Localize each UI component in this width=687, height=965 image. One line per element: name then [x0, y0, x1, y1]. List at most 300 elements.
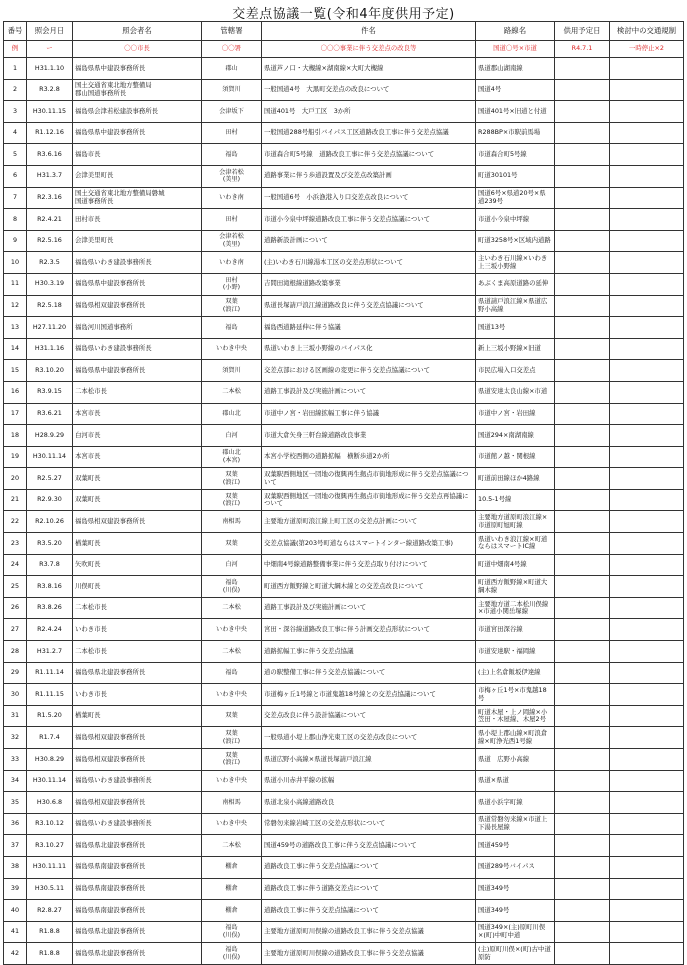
- row-start: [555, 295, 610, 317]
- row-date: H31.1.10: [27, 58, 73, 80]
- row-route: 国道401号×旧道と付道: [476, 101, 555, 123]
- row-route: 市道中ノ宮・岩田線: [476, 403, 555, 425]
- row-regulation: [610, 468, 684, 490]
- table-row: [4, 468, 684, 490]
- row-requester: 田村市長: [73, 209, 202, 231]
- row-office: 棚倉: [202, 878, 262, 900]
- row-no: 29: [4, 662, 27, 684]
- col-header-route: 路線名: [476, 22, 555, 41]
- row-requester: 本宮市長: [73, 403, 202, 425]
- row-route: 主いわき石川線×いわき上三坂小野線: [476, 252, 555, 274]
- row-start: [555, 101, 610, 123]
- row-office: 福島: [202, 317, 262, 339]
- row-subject: 交差点改良に伴う設計協議について: [262, 705, 476, 727]
- example-start: R4.7.1: [555, 41, 610, 58]
- row-route: 国道6号×県道20号×県道239号: [476, 187, 555, 209]
- row-subject: 県道長塚請戸浪江線道路改良に伴う交差点協議について: [262, 295, 476, 317]
- row-office: 双葉: [202, 705, 262, 727]
- row-office: 会津若松 (美里): [202, 165, 262, 187]
- row-regulation: [610, 792, 684, 814]
- row-office: 田村 (小野): [202, 273, 262, 295]
- row-office: 白河: [202, 554, 262, 576]
- row-regulation: [610, 641, 684, 663]
- row-start: [555, 856, 610, 878]
- row-office: 二本松: [202, 381, 262, 403]
- row-subject: 一般国道288号船引バイパス工区道路改良工事に伴う交差点協議: [262, 122, 476, 144]
- row-subject: 双葉駅西側地区一団地の復興再生拠点市街地形成に伴う交差点協議について: [262, 468, 476, 490]
- row-date: R2.9.30: [27, 489, 73, 511]
- row-start: [555, 446, 610, 468]
- row-start: [555, 900, 610, 922]
- row-date: R2.8.27: [27, 900, 73, 922]
- row-route: 国道289号バイパス: [476, 856, 555, 878]
- row-date: R2.3.16: [27, 187, 73, 209]
- row-regulation: [610, 770, 684, 792]
- row-date: R3.5.20: [27, 533, 73, 555]
- row-regulation: [610, 209, 684, 231]
- row-no: 3: [4, 101, 27, 123]
- row-subject: 市道森合町5号線 道路改良工事に伴う交差点協議について: [262, 144, 476, 166]
- row-office: 双葉: [202, 533, 262, 555]
- row-regulation: [610, 576, 684, 598]
- row-requester: 国土交通省東北地方整備局 郡山国道事務所長: [73, 79, 202, 101]
- row-regulation: [610, 317, 684, 339]
- row-requester: 楢葉町長: [73, 705, 202, 727]
- row-subject: 本宮小学校西側の道路拡幅 横断歩道2か所: [262, 446, 476, 468]
- row-office: 二本松: [202, 835, 262, 857]
- row-no: 42: [4, 943, 27, 965]
- row-date: R1.5.20: [27, 705, 73, 727]
- row-office: 二本松: [202, 597, 262, 619]
- col-header-subject: 件名: [262, 22, 476, 41]
- row-route: (主)原町川俣×(町)古中道原防: [476, 943, 555, 965]
- row-start: [555, 511, 610, 533]
- row-subject: 市道梅ヶ丘1号線と市道鬼越18号線との交差点協議について: [262, 684, 476, 706]
- row-route: 新上三坂小野線×旧道: [476, 338, 555, 360]
- row-no: 12: [4, 295, 27, 317]
- row-office: いわき中央: [202, 338, 262, 360]
- row-route: 市道安達駅・福岡線: [476, 641, 555, 663]
- row-office: 南相馬: [202, 511, 262, 533]
- table-row: [4, 425, 684, 447]
- row-start: [555, 727, 610, 749]
- row-regulation: [610, 705, 684, 727]
- row-subject: 道路工事設計及び実施計画について: [262, 597, 476, 619]
- row-date: R1.11.15: [27, 684, 73, 706]
- row-start: [555, 58, 610, 80]
- table-row: [4, 144, 684, 166]
- row-date: H30.11.15: [27, 101, 73, 123]
- row-office: 須賀川: [202, 360, 262, 382]
- row-regulation: [610, 921, 684, 943]
- table-row: [4, 921, 684, 943]
- row-subject: 国道401号 大戸工区 3か所: [262, 101, 476, 123]
- row-subject: 一般県道小堤上郡山浄光東工区の交差点改良について: [262, 727, 476, 749]
- row-start: [555, 684, 610, 706]
- row-requester: 福島県県北建設事務所長: [73, 835, 202, 857]
- row-no: 15: [4, 360, 27, 382]
- row-no: 36: [4, 813, 27, 835]
- row-route: 10.5-1号線: [476, 489, 555, 511]
- row-start: [555, 813, 610, 835]
- row-date: R2.4.21: [27, 209, 73, 231]
- row-subject: 県道北泉小高線道路改良: [262, 792, 476, 814]
- row-office: 郡山北: [202, 403, 262, 425]
- page-title: 交差点協議一覧(令和4年度供用予定): [232, 7, 455, 22]
- row-route: 市道館ノ越・関根線: [476, 446, 555, 468]
- row-regulation: [610, 230, 684, 252]
- row-no: 1: [4, 58, 27, 80]
- row-requester: 福島県県中建設事務所長: [73, 360, 202, 382]
- table-row: [4, 295, 684, 317]
- row-start: [555, 338, 610, 360]
- row-no: 38: [4, 856, 27, 878]
- row-requester: 会津美里町長: [73, 165, 202, 187]
- row-requester: 福島県県中建設事務所長: [73, 273, 202, 295]
- row-subject: 県道いわき上三坂小野線のバイパス化: [262, 338, 476, 360]
- row-start: [555, 533, 610, 555]
- row-route: 県道×県道: [476, 770, 555, 792]
- table-row: [4, 641, 684, 663]
- row-start: [555, 641, 610, 663]
- row-no: 32: [4, 727, 27, 749]
- row-date: R2.5.18: [27, 295, 73, 317]
- row-no: 19: [4, 446, 27, 468]
- row-requester: 二本松市長: [73, 641, 202, 663]
- row-no: 20: [4, 468, 27, 490]
- table-row: [4, 705, 684, 727]
- row-office: 福島: [202, 662, 262, 684]
- row-route: 市民広場入口交差点: [476, 360, 555, 382]
- row-route: 市道小今泉中坪線: [476, 209, 555, 231]
- table-row: [4, 317, 684, 339]
- table-row: [4, 165, 684, 187]
- row-date: R3.2.8: [27, 79, 73, 101]
- row-date: R3.10.12: [27, 813, 73, 835]
- row-route: 県道安達太良山線×市道: [476, 381, 555, 403]
- row-route: あぶくま高原道路の延伸: [476, 273, 555, 295]
- row-no: 24: [4, 554, 27, 576]
- row-start: [555, 554, 610, 576]
- row-requester: 福島県県南建設事務所長: [73, 900, 202, 922]
- row-start: [555, 209, 610, 231]
- table-row: [4, 554, 684, 576]
- row-date: H30.8.29: [27, 749, 73, 771]
- row-date: R2.5.27: [27, 468, 73, 490]
- row-office: 須賀川: [202, 79, 262, 101]
- example-requester: 〇〇市長: [73, 41, 202, 58]
- row-office: 二本松: [202, 641, 262, 663]
- row-office: 双葉 (浪江): [202, 489, 262, 511]
- table-row: [4, 727, 684, 749]
- row-route: 主要地方道原町浪江線×市道原町旭町線: [476, 511, 555, 533]
- row-date: H31.3.7: [27, 165, 73, 187]
- row-requester: 矢吹町長: [73, 554, 202, 576]
- row-office: いわき南: [202, 252, 262, 274]
- row-date: R2.10.26: [27, 511, 73, 533]
- row-no: 8: [4, 209, 27, 231]
- row-office: 会津若松 (美里): [202, 230, 262, 252]
- row-route: 町道中畑南4号線: [476, 554, 555, 576]
- table-row: [4, 792, 684, 814]
- row-no: 11: [4, 273, 27, 295]
- row-subject: 市道大倉矢身三軒台線道路改良事業: [262, 425, 476, 447]
- example-row: [4, 41, 684, 58]
- row-requester: 国土交通省東北地方整備局磐城 国道事務所長: [73, 187, 202, 209]
- row-date: R3.8.26: [27, 597, 73, 619]
- row-date: H30.6.8: [27, 792, 73, 814]
- example-no: 例: [4, 41, 27, 58]
- row-route: 県小堤上郡山線×町浪倉線×町浄光西1号線: [476, 727, 555, 749]
- row-date: R1.11.14: [27, 662, 73, 684]
- row-requester: 福島県相双建設事務所長: [73, 727, 202, 749]
- row-regulation: [610, 381, 684, 403]
- row-route: 国道13号: [476, 317, 555, 339]
- col-header-office: 管轄署: [202, 22, 262, 41]
- table-row: [4, 122, 684, 144]
- row-start: [555, 144, 610, 166]
- row-requester: 二本松市長: [73, 381, 202, 403]
- col-header-start: 供用予定日: [555, 22, 610, 41]
- row-date: R1.7.4: [27, 727, 73, 749]
- table-row: [4, 856, 684, 878]
- row-requester: 福島県県南建設事務所長: [73, 856, 202, 878]
- row-subject: 県道広野小高線×県道長塚請戸浪江線: [262, 749, 476, 771]
- row-subject: (主)いわき石川線湯本工区の交差点形状について: [262, 252, 476, 274]
- row-requester: 福島県相双建設事務所長: [73, 511, 202, 533]
- row-no: 23: [4, 533, 27, 555]
- row-subject: 道の駅整備工事に伴う交差点協議について: [262, 662, 476, 684]
- row-office: 双葉 (浪江): [202, 727, 262, 749]
- row-subject: 主要地方道原町川俣線の道路改良工事に伴う交差点協議: [262, 921, 476, 943]
- row-regulation: [610, 813, 684, 835]
- row-regulation: [610, 273, 684, 295]
- row-office: いわき中央: [202, 770, 262, 792]
- row-requester: 福島県会津若松建設事務所長: [73, 101, 202, 123]
- row-route: 市梅ヶ丘1号×市鬼越18号: [476, 684, 555, 706]
- row-start: [555, 619, 610, 641]
- row-subject: 道路新設計画について: [262, 230, 476, 252]
- table-row: [4, 943, 684, 965]
- table-row: [4, 187, 684, 209]
- row-subject: 吉間田滝根線道路改築事業: [262, 273, 476, 295]
- row-route: 国道294×南湖南線: [476, 425, 555, 447]
- row-date: R3.10.20: [27, 360, 73, 382]
- row-no: 10: [4, 252, 27, 274]
- row-regulation: [610, 360, 684, 382]
- row-office: 双葉 (浪江): [202, 749, 262, 771]
- row-no: 6: [4, 165, 27, 187]
- row-requester: 福島県いわき建設事務所長: [73, 338, 202, 360]
- row-date: H30.11.11: [27, 856, 73, 878]
- row-office: 福島: [202, 144, 262, 166]
- row-subject: 道路改良工事に伴う交差点協議について: [262, 856, 476, 878]
- row-date: R2.5.16: [27, 230, 73, 252]
- table-row: [4, 770, 684, 792]
- row-regulation: [610, 122, 684, 144]
- row-start: [555, 122, 610, 144]
- row-start: [555, 468, 610, 490]
- row-regulation: [610, 619, 684, 641]
- row-office: 郡山北 (本宮): [202, 446, 262, 468]
- row-regulation: [610, 878, 684, 900]
- row-regulation: [610, 79, 684, 101]
- row-date: R3.10.27: [27, 835, 73, 857]
- row-requester: 福島県県南建設事務所長: [73, 878, 202, 900]
- row-no: 14: [4, 338, 27, 360]
- table-row: [4, 878, 684, 900]
- row-office: いわき中央: [202, 684, 262, 706]
- row-subject: 県道芦ノ口・大槻線×湖南線×大町大槻線: [262, 58, 476, 80]
- row-route: 県道いわき浪江線×町道ならはスマートIC線: [476, 533, 555, 555]
- example-office: 〇〇署: [202, 41, 262, 58]
- row-office: いわき南: [202, 187, 262, 209]
- row-date: R3.9.15: [27, 381, 73, 403]
- row-start: [555, 403, 610, 425]
- table-row: [4, 684, 684, 706]
- row-start: [555, 230, 610, 252]
- row-no: 21: [4, 489, 27, 511]
- row-regulation: [610, 511, 684, 533]
- row-date: H31.2.7: [27, 641, 73, 663]
- row-requester: 福島県相双建設事務所長: [73, 792, 202, 814]
- row-route: 国道349号: [476, 878, 555, 900]
- row-route: R288BP×市駅前馬場: [476, 122, 555, 144]
- row-requester: 福島県いわき建設事務所長: [73, 770, 202, 792]
- row-date: R3.8.16: [27, 576, 73, 598]
- row-regulation: [610, 554, 684, 576]
- row-subject: 国道459号の道路改良工事に伴う交差点協議について: [262, 835, 476, 857]
- row-no: 35: [4, 792, 27, 814]
- row-regulation: [610, 489, 684, 511]
- row-date: R3.6.16: [27, 144, 73, 166]
- row-regulation: [610, 295, 684, 317]
- table-row: [4, 489, 684, 511]
- table-row: [4, 835, 684, 857]
- row-route: (主)上名倉飯坂伊達線: [476, 662, 555, 684]
- row-start: [555, 705, 610, 727]
- table-row: [4, 230, 684, 252]
- row-start: [555, 489, 610, 511]
- row-start: [555, 317, 610, 339]
- table-row: [4, 511, 684, 533]
- row-start: [555, 79, 610, 101]
- row-subject: 主要地方道原町浪江線上町工区の交差点計画について: [262, 511, 476, 533]
- row-route: 県道常磐勿来線×市道上下湯長屋線: [476, 813, 555, 835]
- row-date: H31.1.16: [27, 338, 73, 360]
- row-route: 市道森合町5号線: [476, 144, 555, 166]
- row-no: 37: [4, 835, 27, 857]
- row-date: H30.11.14: [27, 770, 73, 792]
- row-requester: 福島市長: [73, 144, 202, 166]
- row-regulation: [610, 597, 684, 619]
- row-subject: 主要地方道原町川俣線の道路改良工事に伴う交差点協議: [262, 943, 476, 965]
- table-row: [4, 273, 684, 295]
- row-requester: 福島県県中建設事務所長: [73, 122, 202, 144]
- row-start: [555, 835, 610, 857]
- row-route: 町道西方飯野線×町道大綱木線: [476, 576, 555, 598]
- row-office: 田村: [202, 209, 262, 231]
- row-regulation: [610, 165, 684, 187]
- row-route: 国道459号: [476, 835, 555, 857]
- row-office: 棚倉: [202, 900, 262, 922]
- row-requester: 福島県県北建設事務所長: [73, 662, 202, 684]
- row-requester: 本宮市長: [73, 446, 202, 468]
- row-start: [555, 425, 610, 447]
- row-no: 34: [4, 770, 27, 792]
- row-requester: 福島県県北建設事務所長: [73, 921, 202, 943]
- row-route: 県道請戸浪江線×県道広野小高線: [476, 295, 555, 317]
- row-start: [555, 597, 610, 619]
- row-route: 県道郡山湖南線: [476, 58, 555, 80]
- row-regulation: [610, 900, 684, 922]
- row-office: いわき中央: [202, 619, 262, 641]
- row-no: 39: [4, 878, 27, 900]
- row-date: R2.3.5: [27, 252, 73, 274]
- example-route: 国道〇号×市道: [476, 41, 555, 58]
- row-no: 16: [4, 381, 27, 403]
- row-office: 会津坂下: [202, 101, 262, 123]
- row-no: 22: [4, 511, 27, 533]
- row-route: 町道3258号×区域内道路: [476, 230, 555, 252]
- col-header-no: 番号: [4, 22, 27, 41]
- row-subject: 道路改良工事に伴う交差点協議について: [262, 900, 476, 922]
- row-requester: 福島県いわき建設事務所長: [73, 813, 202, 835]
- row-no: 33: [4, 749, 27, 771]
- row-requester: 二本松市長: [73, 597, 202, 619]
- row-regulation: [610, 252, 684, 274]
- row-regulation: [610, 684, 684, 706]
- row-subject: 県道小川赤井平線の拡幅: [262, 770, 476, 792]
- row-subject: 道路工事設計及び実施計画について: [262, 381, 476, 403]
- row-regulation: [610, 101, 684, 123]
- row-regulation: [610, 943, 684, 965]
- row-office: いわき中央: [202, 813, 262, 835]
- row-no: 7: [4, 187, 27, 209]
- row-regulation: [610, 835, 684, 857]
- row-no: 40: [4, 900, 27, 922]
- row-regulation: [610, 403, 684, 425]
- row-date: H27.11.20: [27, 317, 73, 339]
- table-row: [4, 360, 684, 382]
- row-regulation: [610, 425, 684, 447]
- row-no: 31: [4, 705, 27, 727]
- row-regulation: [610, 749, 684, 771]
- row-no: 28: [4, 641, 27, 663]
- row-requester: 白河市長: [73, 425, 202, 447]
- table-row: [4, 597, 684, 619]
- row-route: 県道小浜字町線: [476, 792, 555, 814]
- row-requester: 福島県県中建設事務所長: [73, 58, 202, 80]
- row-regulation: [610, 58, 684, 80]
- row-office: 双葉 (浪江): [202, 295, 262, 317]
- row-no: 5: [4, 144, 27, 166]
- row-office: 郡山: [202, 58, 262, 80]
- row-subject: 一般国道6号 小浜漁港入り口交差点改良について: [262, 187, 476, 209]
- row-subject: 交差点部における区画線の変更に伴う交差点協議について: [262, 360, 476, 382]
- table-row: [4, 619, 684, 641]
- row-route: 国道4号: [476, 79, 555, 101]
- row-start: [555, 165, 610, 187]
- row-subject: 市道小今泉中坪線道路改良工事に伴う交差点協議について: [262, 209, 476, 231]
- row-office: 双葉 (浪江): [202, 468, 262, 490]
- row-requester: 会津美里町長: [73, 230, 202, 252]
- row-regulation: [610, 144, 684, 166]
- row-start: [555, 749, 610, 771]
- row-subject: 常磐勿来線岩崎工区の交差点形状について: [262, 813, 476, 835]
- table-row: [4, 209, 684, 231]
- intersection-table: [3, 21, 684, 965]
